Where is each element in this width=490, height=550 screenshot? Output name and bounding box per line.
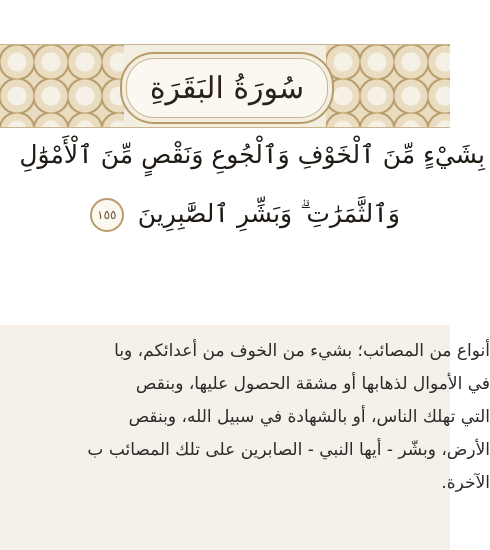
tafsir-line: الآخرة. bbox=[441, 473, 490, 493]
tafsir-text bbox=[87, 335, 490, 500]
tafsir-panel bbox=[0, 325, 490, 550]
surah-title: سُورَةُ البَقَرَةِ bbox=[149, 70, 305, 106]
verse-line-text: وَٱلثَّمَرَٰتِ ۗ وَبَشِّرِ ٱلصَّٰبِرِينَ bbox=[137, 199, 400, 228]
tafsir-line: التي تهلك الناس، أو بالشهادة في سبيل الله، وبنقص bbox=[128, 407, 490, 427]
tafsir-line: الأرض، وبشّر - أيها النبي - الصابرين على تلك المصائب ب bbox=[87, 440, 490, 460]
ornament-left bbox=[0, 45, 124, 127]
ayah-number-marker: ١٥٥ bbox=[90, 198, 124, 232]
verse-line[interactable] bbox=[90, 198, 400, 232]
surah-header bbox=[0, 44, 450, 128]
verse-line[interactable]: بِشَيْءٍ مِّنَ ٱلْخَوْفِ وَٱلْجُوعِ وَنَقْصٍ مِّنَ ٱلْأَمْوَٰلِ bbox=[19, 140, 485, 169]
tafsir-line: في الأموال لذهابها أو مشقة الحصول عليها، وبنقص bbox=[135, 374, 490, 394]
verse-text[interactable] bbox=[0, 140, 485, 250]
tafsir-line: أنواع من المصائب؛ بشيء من الخوف من أعدائكم، وبا bbox=[114, 341, 490, 361]
ornament-right bbox=[326, 45, 450, 127]
surah-cartouche bbox=[120, 52, 334, 124]
